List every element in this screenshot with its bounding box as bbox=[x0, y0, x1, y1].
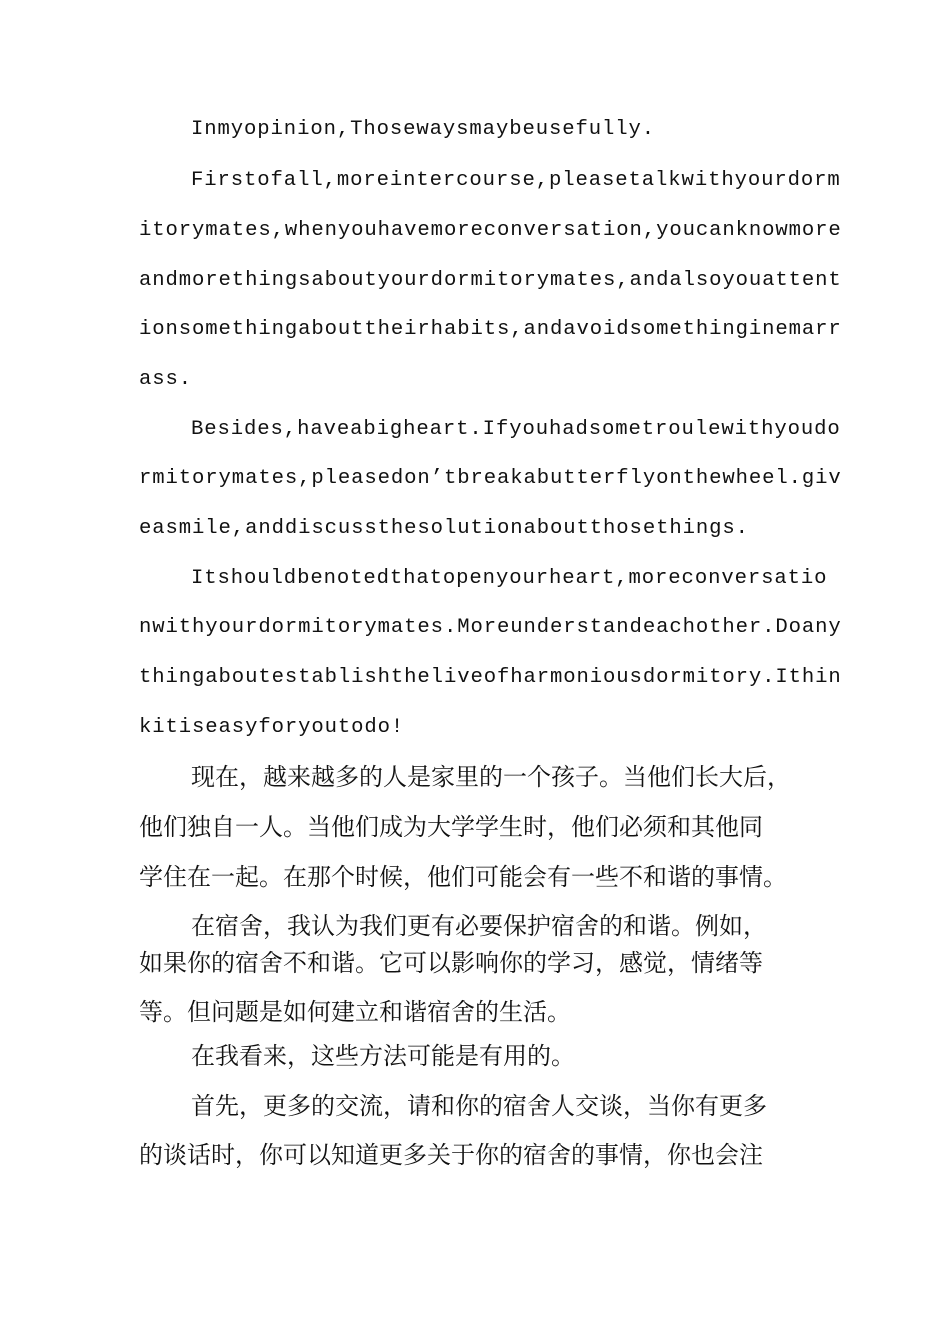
english-paragraph-line: itorymates,whenyouhavemoreconversation,youcanknowmore bbox=[139, 219, 842, 242]
chinese-paragraph-line: 的谈话时，你可以知道更多关于你的宿舍的事情，你也会注 bbox=[139, 1141, 763, 1169]
english-paragraph-line: ionsomethingabouttheirhabits,andavoidsomethinginemarr bbox=[139, 318, 842, 341]
english-paragraph-line: Firstofall,moreintercourse,pleasetalkwithyourdorm bbox=[191, 169, 841, 192]
chinese-paragraph-line: 在宿舍，我认为我们更有必要保护宿舍的和谐。例如， bbox=[191, 912, 767, 940]
english-paragraph-line: nwithyourdormitorymates.Moreunderstandeachother.Doany bbox=[139, 616, 842, 639]
chinese-paragraph-line: 如果你的宿舍不和谐。它可以影响你的学习，感觉，情绪等 bbox=[139, 949, 763, 977]
english-paragraph-line: ass. bbox=[139, 368, 193, 391]
chinese-paragraph-line: 首先，更多的交流，请和你的宿舍人交谈，当你有更多 bbox=[191, 1092, 767, 1120]
english-paragraph-line: thingaboutestablishtheliveofharmoniousdormitory.Ithin bbox=[139, 666, 842, 689]
chinese-paragraph-line: 在我看来，这些方法可能是有用的。 bbox=[191, 1042, 575, 1070]
chinese-paragraph-line: 他们独自一人。当他们成为大学学生时，他们必须和其他同 bbox=[139, 813, 763, 841]
english-paragraph-line: rmitorymates,pleasedon’tbreakabutterflyonthewheel.giv bbox=[139, 467, 842, 490]
english-paragraph-line: andmorethingsaboutyourdormitorymates,andalsoyouattent bbox=[139, 269, 842, 292]
chinese-paragraph-line: 现在，越来越多的人是家里的一个孩子。当他们长大后， bbox=[191, 763, 791, 791]
chinese-paragraph-line: 等。但问题是如何建立和谐宿舍的生活。 bbox=[139, 998, 571, 1026]
english-paragraph-line: Inmyopinion,Thosewaysmaybeusefully. bbox=[191, 118, 656, 141]
english-paragraph-line: Besides,haveabigheart.Ifyouhadsometroulewithyoudo bbox=[191, 418, 841, 441]
english-paragraph-line: easmile,anddiscussthesolutionaboutthosethings. bbox=[139, 517, 749, 540]
chinese-paragraph-line: 学住在一起。在那个时候，他们可能会有一些不和谐的事情。 bbox=[139, 863, 787, 891]
english-paragraph-line: kitiseasyforyoutodo! bbox=[139, 716, 405, 739]
english-paragraph-line: Itshouldbenotedthatopenyourheart,moreconversatio bbox=[191, 567, 828, 590]
